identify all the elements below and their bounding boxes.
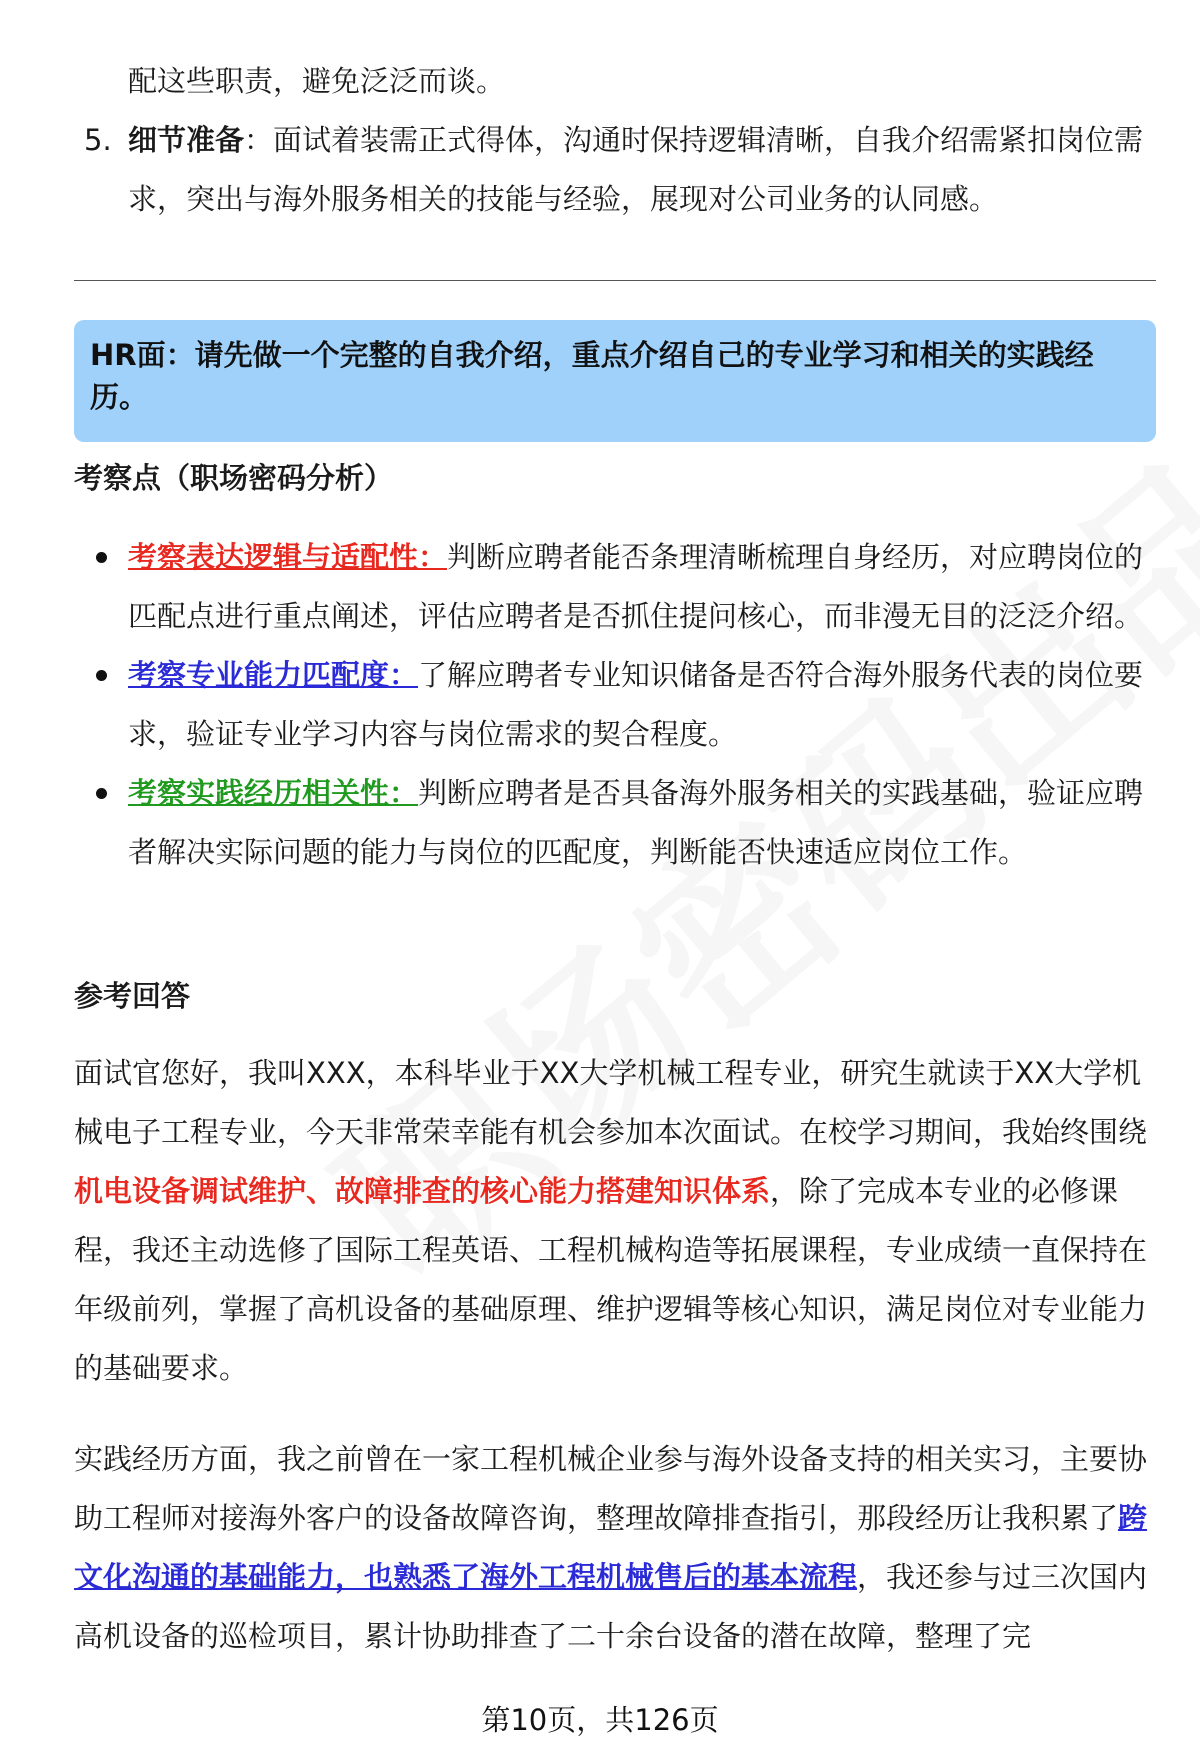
divider [74, 280, 1156, 281]
list-item-body: ：面试着装需正式得体，沟通时保持逻辑清晰，自我介绍需紧扣岗位需求，突出与海外服务相关的技能与经验，展现对公司业务的认同感。 [128, 123, 1144, 216]
reference-heading: 参考回答 [74, 979, 191, 1013]
list-item-text [128, 111, 1152, 229]
answer-highlight: 机电设备调试维护、故障排查的核心能力搭建知识体系 [74, 1174, 771, 1208]
bullet-dot-icon [96, 670, 107, 681]
analysis-tag: 考察实践经历相关性： [128, 776, 419, 810]
bullet-dot-icon [96, 552, 107, 563]
list-item-label: 细节准备 [128, 123, 245, 157]
answer-paragraph-1 [74, 1044, 1152, 1398]
answer-text: 面试官您好，我叫XXX，本科毕业于XX大学机械工程专业，研究生就读于XX大学机械电子工程专业，今天非常荣幸能有机会参加本次面试。在校学习期间，我始终围绕 [74, 1056, 1148, 1149]
answer-text: 实践经历方面，我之前曾在一家工程机械企业参与海外设备支持的相关实习，主要协助工程师对接海外客户的设备故障咨询，整理故障排查指引，那段经历让我积累了 [74, 1442, 1148, 1535]
answer-paragraph-2 [74, 1430, 1152, 1666]
continuation-text: 配这些职责，避免泛泛而谈。 [128, 64, 506, 98]
analysis-list [74, 528, 1156, 882]
page-number: 第10页，共126页 [481, 1703, 719, 1737]
analysis-item-text [128, 646, 1156, 764]
question-text: HR面：请先做一个完整的自我介绍，重点介绍自己的专业学习和相关的实践经历。 [90, 338, 1094, 414]
answer-text: ，我还参与过三次国内高机设备的巡检项目，累计协助排查了二十余台设备的潜在故障，整理了完 [74, 1560, 1148, 1653]
answer-highlight: 跨文化沟通的基础能力，也熟悉了海外工程机械售后的基本流程 [74, 1501, 1148, 1594]
analysis-body: 判断应聘者是否具备海外服务相关的实践基础，验证应聘者解决实际问题的能力与岗位的匹配度，判断能否快速适应岗位工作。 [128, 776, 1144, 869]
analysis-body: 了解应聘者专业知识储备是否符合海外服务代表的岗位要求，验证专业学习内容与岗位需求的契合程度。 [128, 658, 1144, 751]
analysis-item [74, 646, 1156, 764]
list-number: 5. [84, 123, 112, 157]
analysis-item-text [128, 764, 1156, 882]
analysis-heading: 考察点（职场密码分析） [74, 461, 394, 495]
bullet-dot-icon [96, 788, 107, 799]
question-box [74, 320, 1156, 442]
analysis-tag: 考察表达逻辑与适配性： [128, 540, 448, 574]
analysis-item-text [128, 528, 1156, 646]
analysis-body: 判断应聘者能否条理清晰梳理自身经历，对应聘岗位的匹配点进行重点阐述，评估应聘者是否抓住提问核心，而非漫无目的泛泛介绍。 [128, 540, 1144, 633]
analysis-item [74, 528, 1156, 646]
answer-text: ，除了完成本专业的必修课程，我还主动选修了国际工程英语、工程机械构造等拓展课程，专业成绩一直保持在年级前列，掌握了高机设备的基础原理、维护逻辑等核心知识，满足岗位对专业能力的基础要求。 [74, 1174, 1148, 1385]
analysis-item [74, 764, 1156, 882]
analysis-tag: 考察专业能力匹配度： [128, 658, 419, 692]
